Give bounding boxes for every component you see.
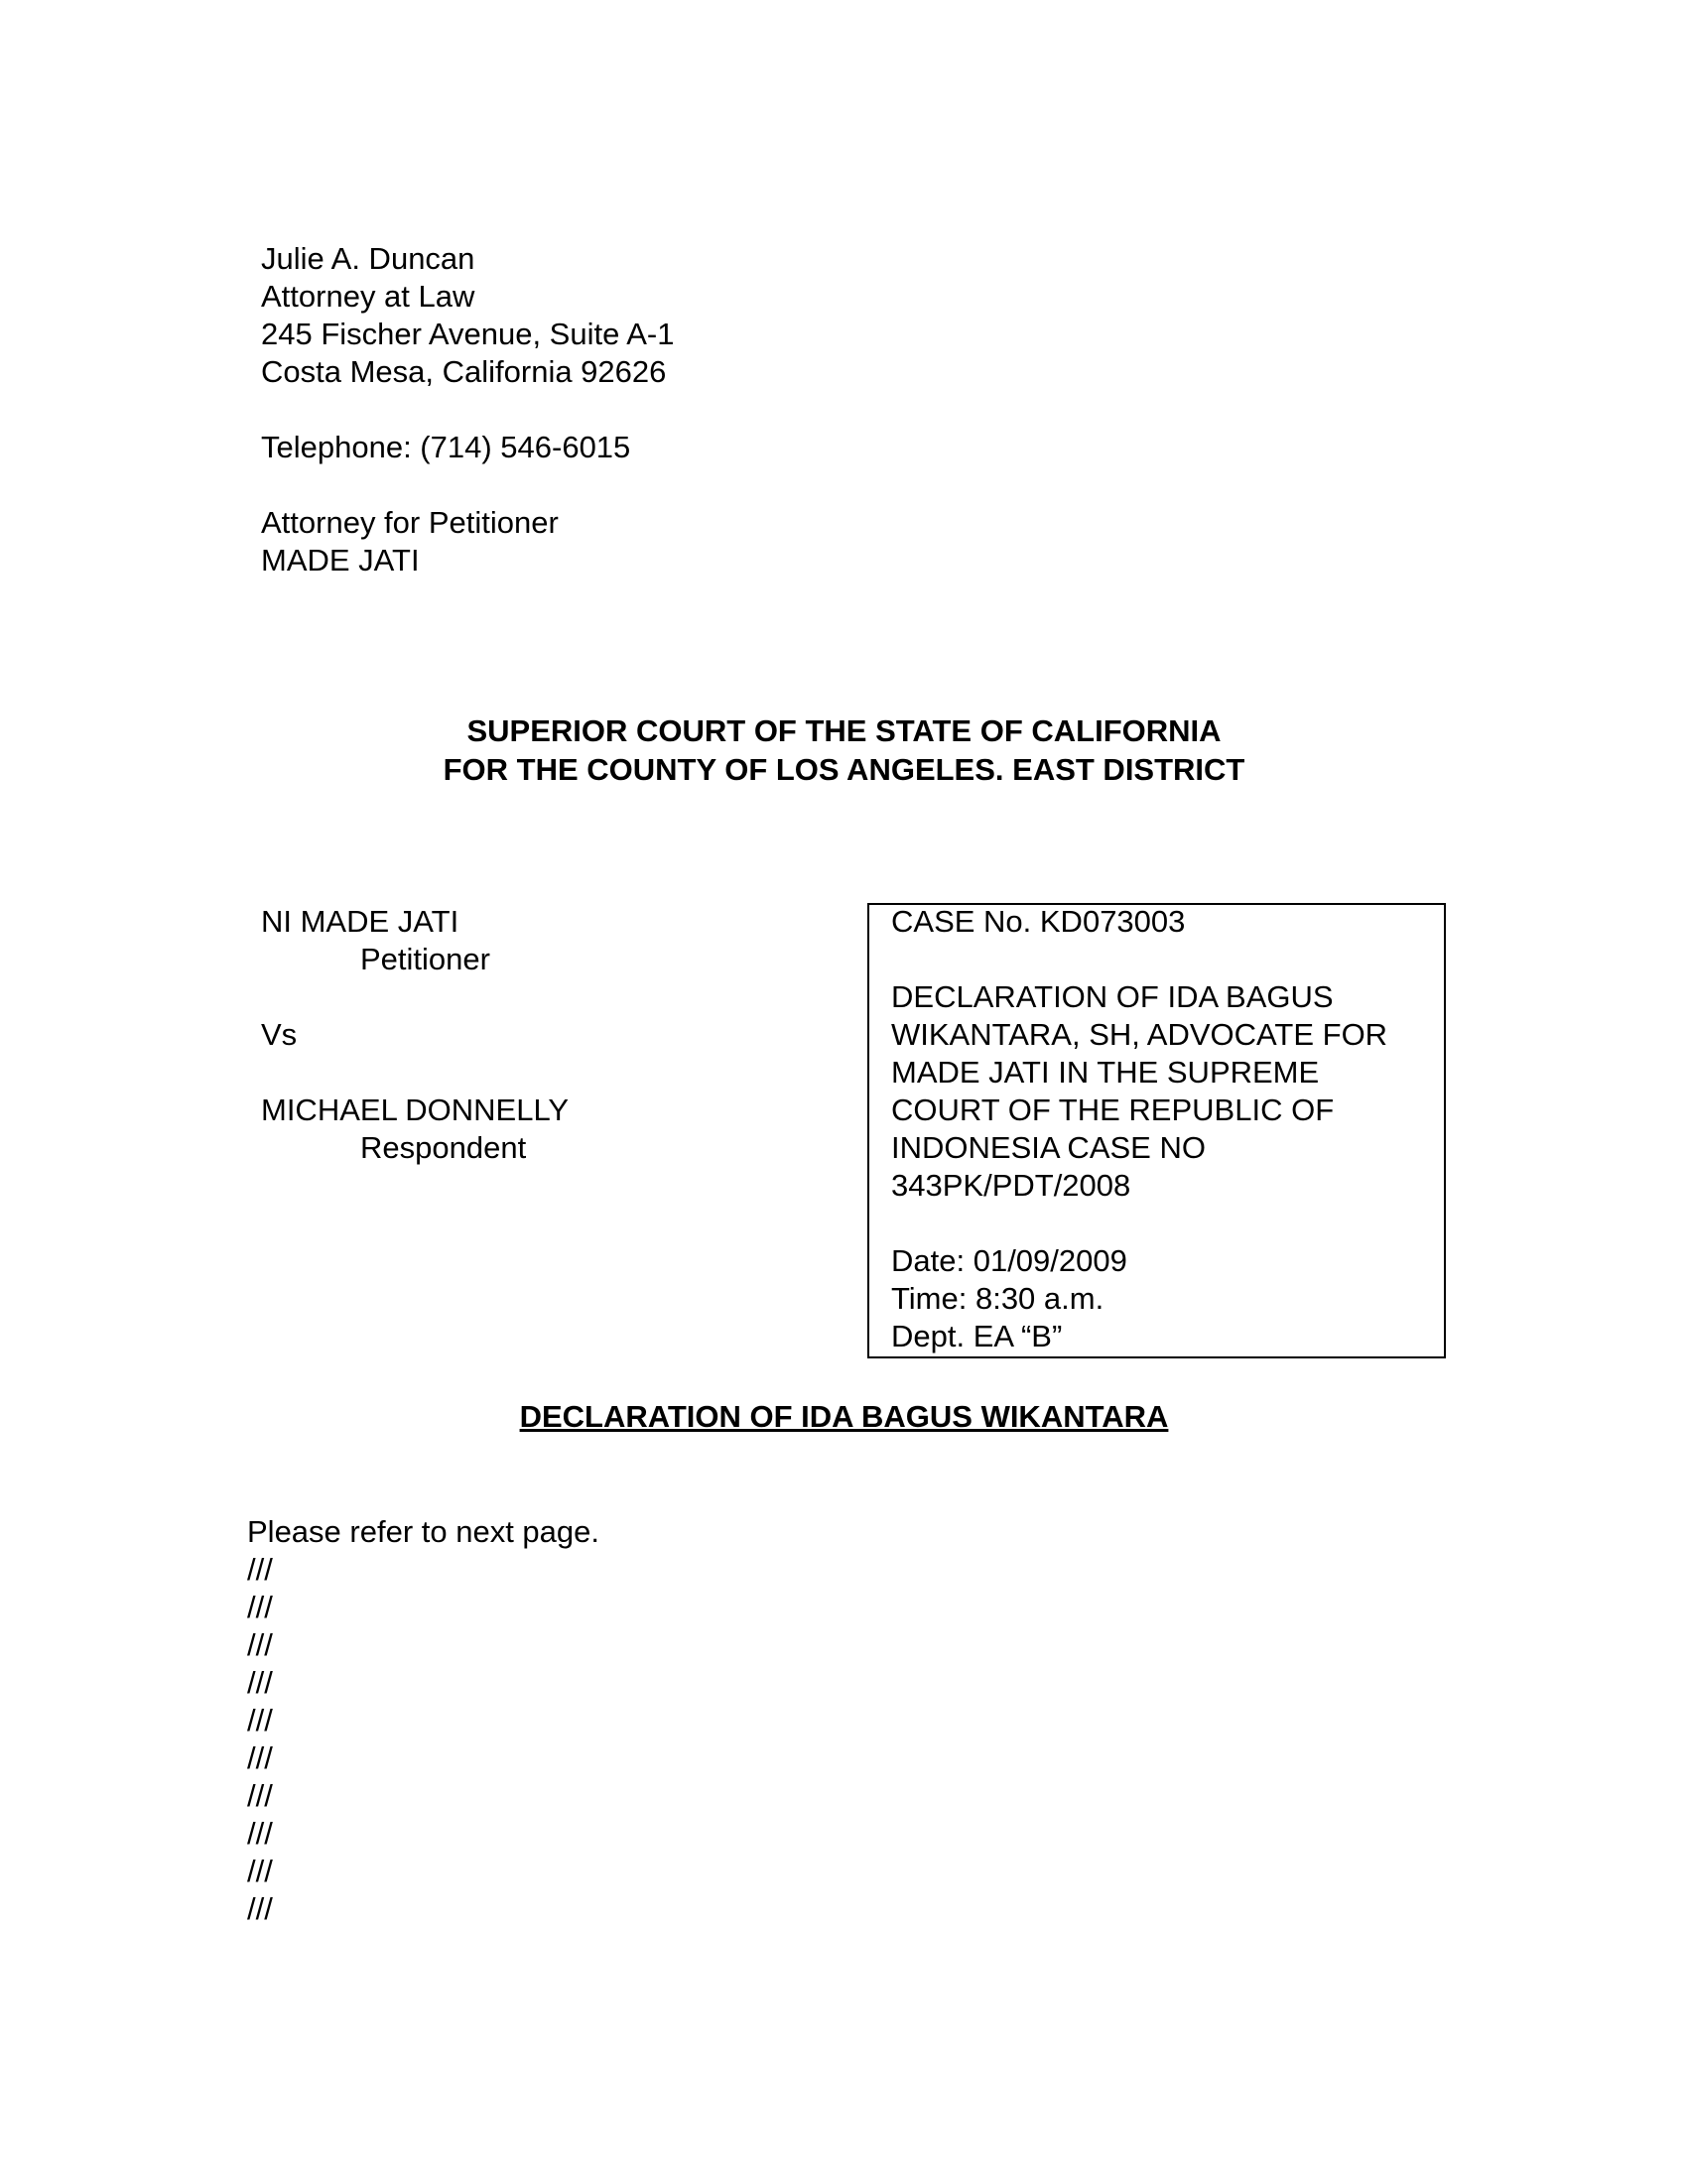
versus-label: Vs [261,1017,298,1052]
court-heading-line1: SUPERIOR COURT OF THE STATE OF CALIFORNIA [466,713,1222,748]
continuation-mark: /// [247,1665,273,1700]
attorney-address-line2: Costa Mesa, California 92626 [261,354,667,389]
continuation-mark: /// [247,1552,273,1587]
attorney-name: Julie A. Duncan [261,241,475,276]
counsel-for-block [261,504,559,579]
continuation-mark: /// [247,1816,273,1851]
case-description-line: WIKANTARA, SH, ADVOCATE FOR [891,1017,1388,1052]
parties-caption [261,903,569,1167]
attorney-info [261,240,674,391]
respondent-name: MICHAEL DONNELLY [261,1092,570,1127]
respondent-label: Respondent [360,1130,527,1165]
case-description-line: MADE JATI IN THE SUPREME [891,1055,1320,1090]
attorney-role: Attorney for Petitioner [261,505,559,540]
declaration-title [0,1398,1688,1436]
continuation-mark: /// [247,1891,273,1926]
attorney-telephone-block [261,429,630,466]
court-heading-line2: FOR THE COUNTY OF LOS ANGELES. EAST DISTRICT [443,752,1245,787]
petitioner-label: Petitioner [360,942,490,976]
attorney-client: MADE JATI [261,543,420,578]
case-number: CASE No. KD073003 [891,904,1186,939]
case-description-line: INDONESIA CASE NO [891,1130,1206,1165]
document-body [247,1513,599,1928]
case-info-box [867,903,1446,1358]
attorney-telephone: Telephone: (714) 546-6015 [261,430,631,464]
case-description-line: COURT OF THE REPUBLIC OF [891,1092,1335,1127]
petitioner-name: NI MADE JATI [261,904,459,939]
continuation-mark: /// [247,1590,273,1624]
hearing-date: Date: 01/09/2009 [891,1243,1127,1278]
continuation-mark: /// [247,1740,273,1775]
court-heading [0,711,1688,789]
hearing-department: Dept. EA “B” [891,1319,1063,1353]
continuation-mark: /// [247,1627,273,1662]
declaration-title-text: DECLARATION OF IDA BAGUS WIKANTARA [519,1399,1169,1434]
case-description-line: 343PK/PDT/2008 [891,1168,1131,1203]
attorney-title: Attorney at Law [261,279,475,314]
hearing-time: Time: 8:30 a.m. [891,1281,1104,1316]
case-description-line: DECLARATION OF IDA BAGUS [891,979,1334,1014]
body-text: Please refer to next page. [247,1514,600,1549]
continuation-mark: /// [247,1778,273,1813]
attorney-address-line1: 245 Fischer Avenue, Suite A-1 [261,317,675,351]
continuation-mark: /// [247,1854,273,1888]
continuation-mark: /// [247,1703,273,1737]
